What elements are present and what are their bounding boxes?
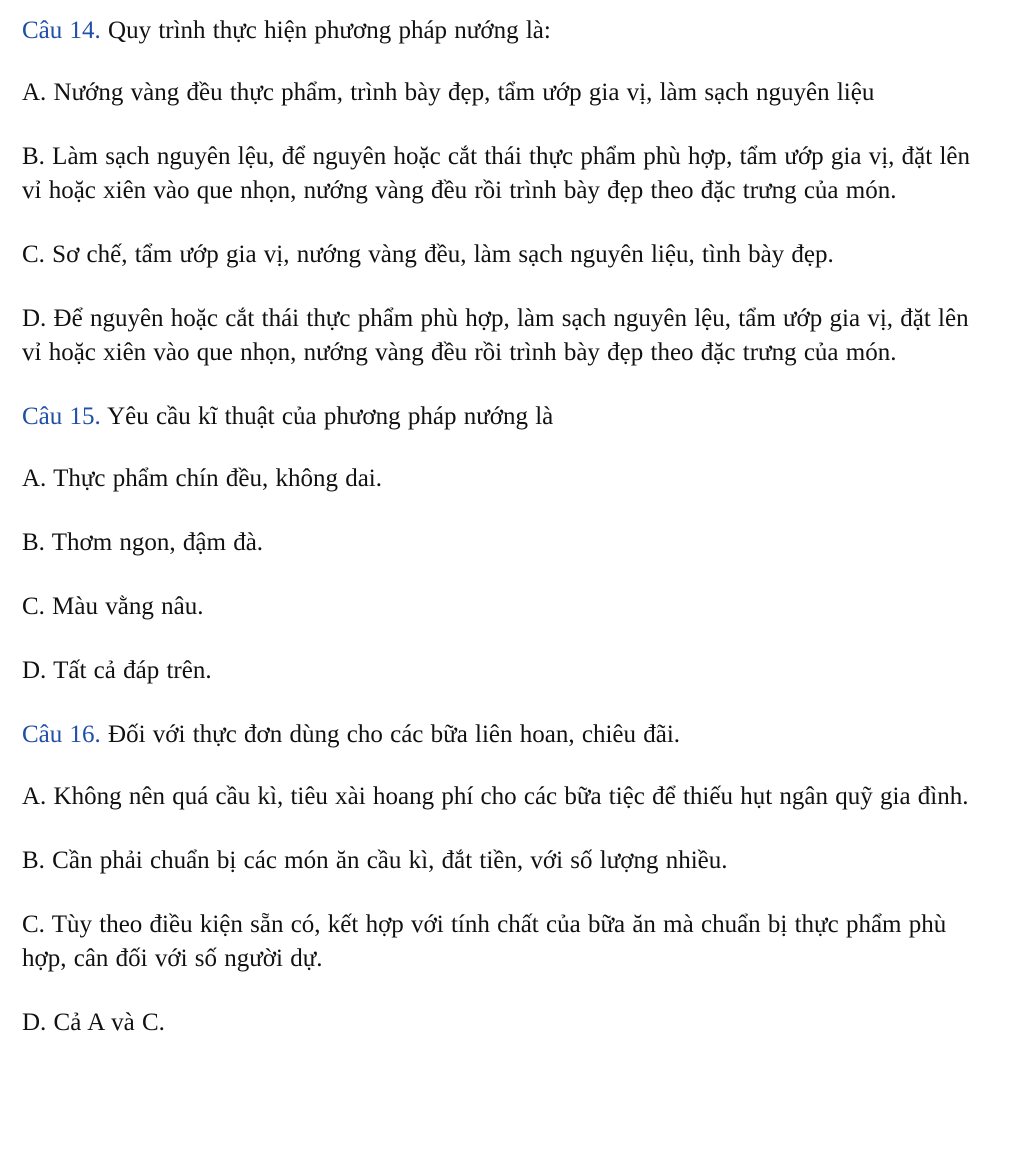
- question-15-option-b: B. Thơm ngon, đậm đà.: [22, 529, 264, 556]
- question-16-option-c: C. Tùy theo điều kiện sẵn có, kết hợp với tính chất của bữa ăn mà chuẩn bị thực phẩm phù hợp, cân đối với số người dự.: [22, 911, 947, 972]
- question-text: Đối với thực đơn dùng cho các bữa liên hoan, chiêu đãi.: [100, 721, 681, 748]
- question-15-option-a: A. Thực phẩm chín đều, không dai.: [22, 465, 382, 492]
- question-label: Câu 16.: [22, 721, 101, 748]
- question-16-option-a: A. Không nên quá cầu kì, tiêu xài hoang phí cho các bữa tiệc để thiếu hụt ngân quỹ gia đình.: [22, 783, 969, 810]
- question-15: [22, 400, 984, 434]
- question-14-option-c: C. Sơ chế, tẩm ướp gia vị, nướng vàng đều, làm sạch nguyên liệu, tình bày đẹp.: [22, 241, 834, 268]
- question-14-option-a: A. Nướng vàng đều thực phẩm, trình bày đẹp, tẩm ướp gia vị, làm sạch nguyên liệu: [22, 79, 875, 106]
- question-16-option-d: D. Cả A và C.: [22, 1009, 165, 1036]
- question-label: Câu 14.: [22, 17, 101, 44]
- question-14: [22, 14, 984, 48]
- question-text: Yêu cầu kĩ thuật của phương pháp nướng là: [100, 403, 554, 430]
- question-15-option-c: C. Màu vằng nâu.: [22, 593, 204, 620]
- question-16-option-b: B. Cần phải chuẩn bị các món ăn cầu kì, đắt tiền, với số lượng nhiều.: [22, 847, 728, 874]
- question-14-option-d: D. Để nguyên hoặc cắt thái thực phẩm phù hợp, làm sạch nguyên lệu, tẩm ướp gia vị, đặt lên vỉ hoặc xiên vào que nhọn, nướng vàng đều rồi trình bày đẹp theo đặc trưng của món.: [22, 305, 969, 366]
- question-14-option-b: B. Làm sạch nguyên lệu, để nguyên hoặc cắt thái thực phẩm phù hợp, tẩm ướp gia vị, đặt lên vỉ hoặc xiên vào que nhọn, nướng vàng đều rồi trình bày đẹp theo đặc trưng của món.: [22, 143, 970, 204]
- question-16: [22, 718, 984, 752]
- question-label: Câu 15.: [22, 403, 101, 430]
- question-text: Quy trình thực hiện phương pháp nướng là:: [100, 17, 551, 44]
- question-15-option-d: D. Tất cả đáp trên.: [22, 657, 212, 684]
